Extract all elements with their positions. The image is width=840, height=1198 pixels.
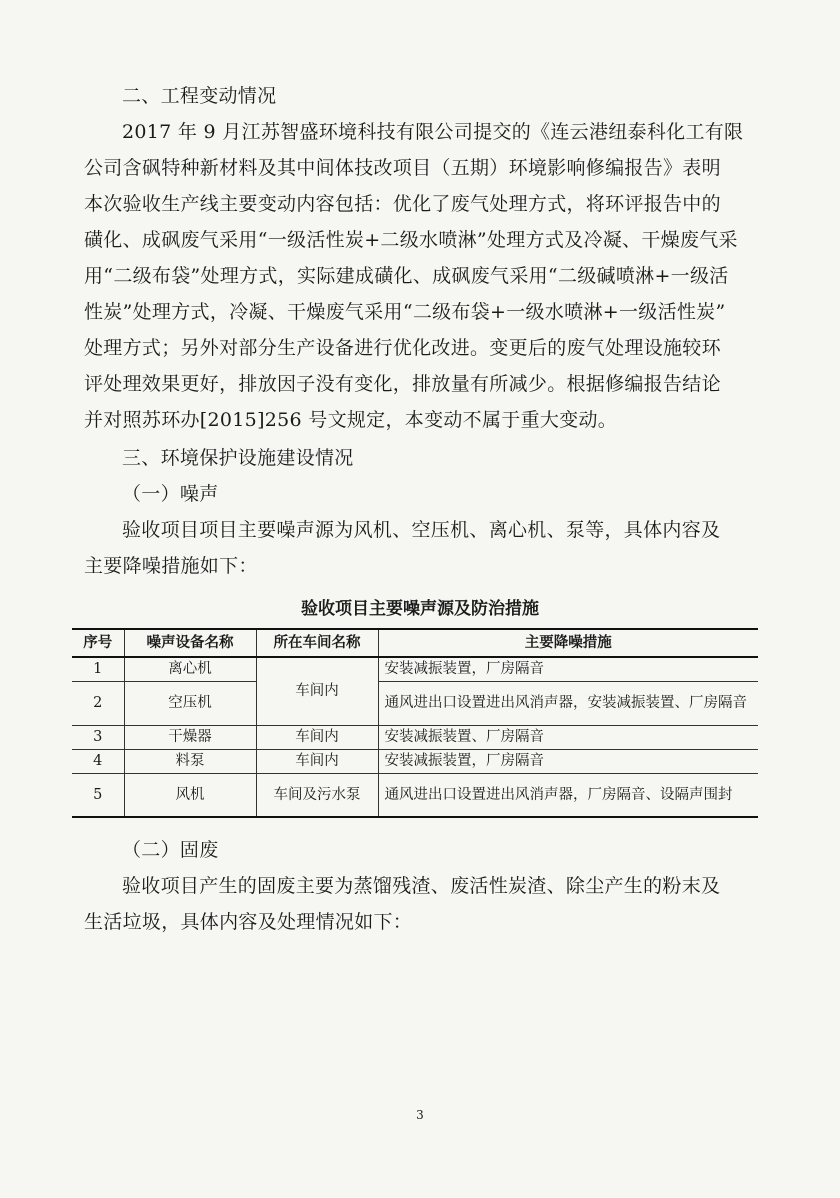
cell-measure: 通风进出口设置进出风消声器，厂房隔音、设隔声围封 <box>378 773 758 817</box>
paragraph-line: 磺化、成砜废气采用“一级活性炭+二级水喷淋”处理方式及冷凝、干燥废气采 <box>84 229 738 251</box>
paragraph-line: 性炭”处理方式，冷凝、干燥废气采用“二级布袋+一级水喷淋+一级活性炭” <box>84 301 726 323</box>
cell-device: 离心机 <box>124 657 256 681</box>
cell-workshop: 车间及污水泵 <box>256 773 378 817</box>
table-row <box>72 773 758 817</box>
cell-workshop: 车间内 <box>256 657 378 725</box>
cell-workshop: 车间内 <box>256 725 378 749</box>
header-workshop: 所在车间名称 <box>256 629 378 657</box>
paragraph-line: 验收项目项目主要噪声源为风机、空压机、离心机、泵等，具体内容及 <box>122 519 721 541</box>
paragraph-line: 公司含砜特种新材料及其中间体技改项目（五期）环境影响修编报告》表明 <box>84 157 721 179</box>
cell-device: 干燥器 <box>124 725 256 749</box>
header-device: 噪声设备名称 <box>124 629 256 657</box>
table-header-row <box>72 629 758 657</box>
paragraph-line: 评处理效果更好，排放因子没有变化，排放量有所减少。根据修编报告结论 <box>84 373 721 395</box>
cell-device: 料泵 <box>124 749 256 773</box>
noise-sources-table <box>72 628 758 818</box>
cell-workshop: 车间内 <box>256 749 378 773</box>
table-row <box>72 749 758 773</box>
paragraph-line: 2017 年 9 月江苏智盛环境科技有限公司提交的《连云港纽泰科化工有限 <box>122 121 744 143</box>
table-row <box>72 725 758 749</box>
paragraph-line: 主要降噪措施如下： <box>84 555 258 577</box>
paragraph-line: 本次验收生产线主要变动内容包括：优化了废气处理方式，将环评报告中的 <box>84 193 721 215</box>
subsection-heading-solid-waste: （二）固废 <box>122 839 219 861</box>
paragraph-line: 处理方式；另外对部分生产设备进行优化改进。变更后的废气处理设施较环 <box>84 337 721 359</box>
section-heading-environmental-facilities: 三、环境保护设施建设情况 <box>122 447 354 469</box>
subsection-heading-noise: （一）噪声 <box>122 483 219 505</box>
cell-no: 2 <box>72 681 124 725</box>
table-row <box>72 657 758 681</box>
table-row <box>72 681 758 725</box>
paragraph-line: 验收项目产生的固废主要为蒸馏残渣、废活性炭渣、除尘产生的粉末及 <box>122 875 721 897</box>
cell-measure: 通风进出口设置进出风消声器，安装减振装置、厂房隔音 <box>378 681 758 725</box>
section-heading-engineering-changes: 二、工程变动情况 <box>122 85 277 107</box>
cell-no: 5 <box>72 773 124 817</box>
paragraph-line: 生活垃圾，具体内容及处理情况如下： <box>84 911 413 933</box>
header-measure: 主要降噪措施 <box>378 629 758 657</box>
table-caption: 验收项目主要噪声源及防治措施 <box>301 599 539 619</box>
paragraph-line: 并对照苏环办[2015]256 号文规定，本变动不属于重大变动。 <box>84 409 618 431</box>
cell-measure: 安装减振装置，厂房隔音 <box>378 657 758 681</box>
cell-measure: 安装减振装置，厂房隔音 <box>378 749 758 773</box>
cell-device: 空压机 <box>124 681 256 725</box>
cell-no: 4 <box>72 749 124 773</box>
header-no: 序号 <box>72 629 124 657</box>
page-number: 3 <box>416 1108 424 1122</box>
paragraph-line: 用“二级布袋”处理方式，实际建成磺化、成砜废气采用“二级碱喷淋+一级活 <box>84 265 729 287</box>
cell-no: 3 <box>72 725 124 749</box>
cell-device: 风机 <box>124 773 256 817</box>
cell-measure: 安装减振装置、厂房隔音 <box>378 725 758 749</box>
cell-no: 1 <box>72 657 124 681</box>
